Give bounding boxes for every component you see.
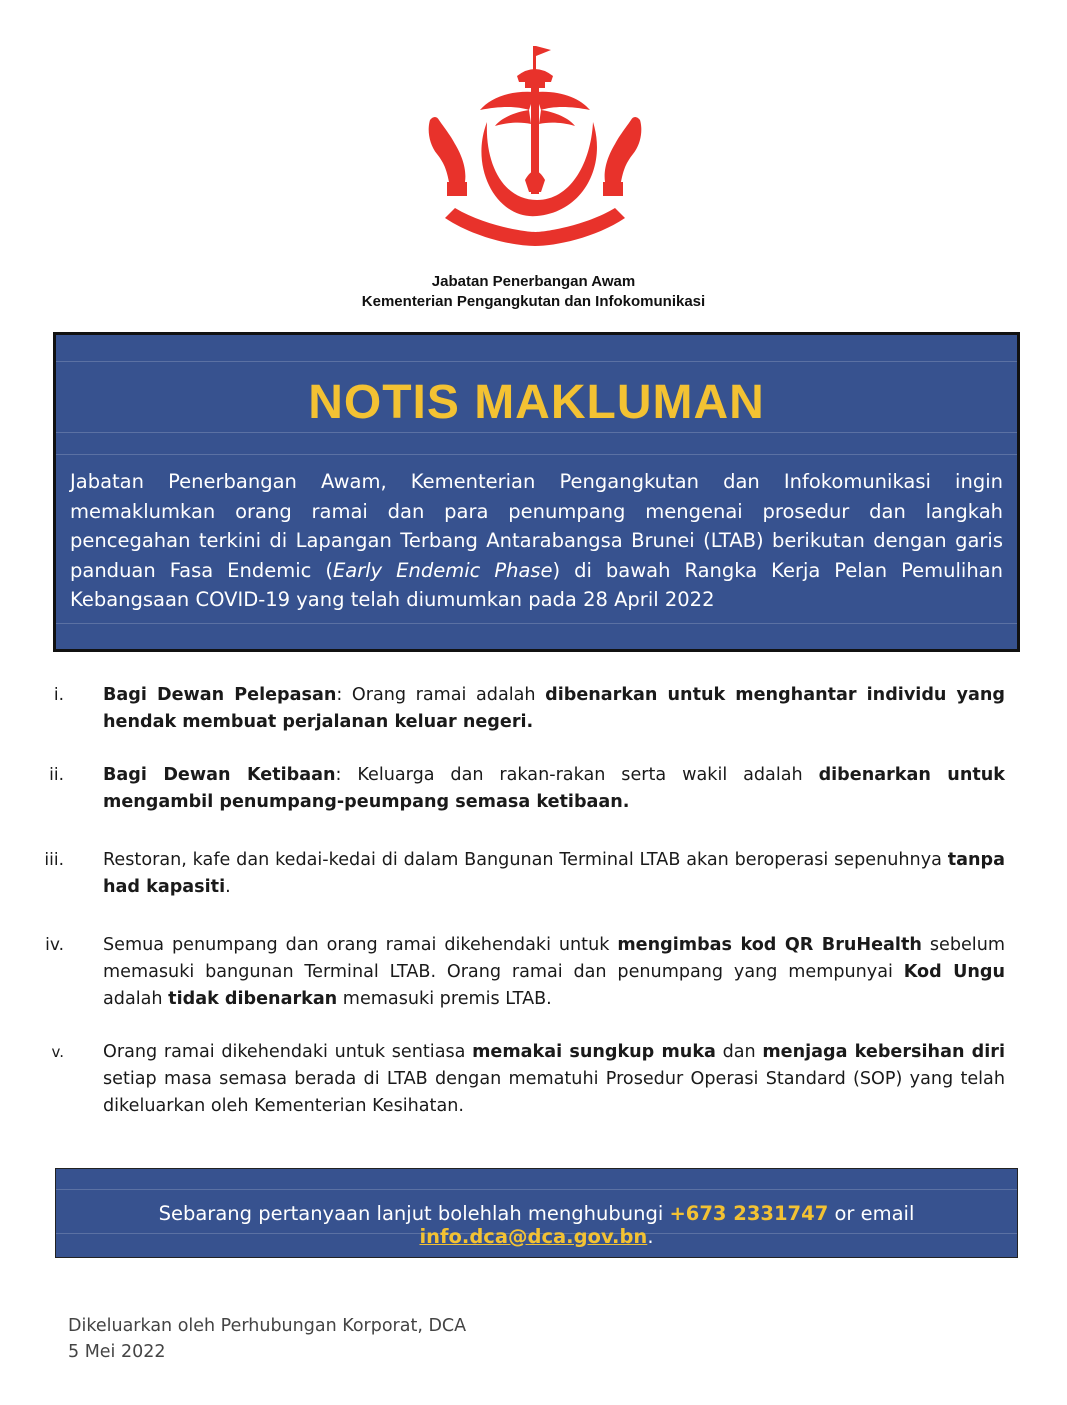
phone-number[interactable]: +673 2331747	[669, 1202, 829, 1225]
issue-date: 5 Mei 2022	[68, 1342, 166, 1362]
ministry-name: Kementerian Pengangkutan dan Infokomunikasi	[361, 293, 706, 310]
item-number: v.	[51, 1043, 64, 1061]
contact-box	[55, 1168, 1018, 1258]
item-text: Bagi Dewan Ketibaan: Keluarga dan rakan-rakan serta wakil adalah dibenarkan untuk mengambil penumpang-peumpang semasa ketibaan.	[103, 765, 1005, 812]
contact-text: Sebarang pertanyaan lanjut bolehlah menghubungi +673 2331747 or email info.dca@dca.gov.bn.	[158, 1202, 915, 1248]
item-text: Bagi Dewan Pelepasan: Orang ramai adalah dibenarkan untuk menghantar individu yang hendak membuat perjalanan keluar negeri.	[103, 685, 1005, 732]
item-text: Semua penumpang dan orang ramai dikehendaki untuk mengimbas kod QR BruHealth sebelum memasuki bangunan Terminal LTAB. Orang ramai dan penumpang yang mempunyai Kod Ungu adalah tidak dibenarkan memasuki premis LTAB.	[103, 935, 1006, 1009]
item-number: ii.	[49, 765, 64, 785]
email-link[interactable]: info.dca@dca.gov.bn	[419, 1225, 648, 1248]
notice-box	[53, 332, 1020, 652]
item-number: iv.	[45, 935, 64, 955]
issued-by: Dikeluarkan oleh Perhubungan Korporat, DCA	[68, 1316, 467, 1336]
org-name: Jabatan Penerbangan Awam	[431, 273, 636, 290]
item-text: Restoran, kafe dan kedai-kedai di dalam Bangunan Terminal LTAB akan beroperasi sepenuhnya tanpa had kapasiti.	[103, 850, 1005, 897]
item-number: iii.	[44, 850, 64, 870]
notice-body: Jabatan Penerbangan Awam, Kementerian Pengangkutan dan Infokomunikasi ingin memaklumkan orang ramai dan para penumpang mengenai prosedur dan langkah pencegahan terkini di Lapangan Terbang Antarabangsa Brunei (LTAB) berikutan dengan garis panduan Fasa Endemic (Early Endemic Phase) di bawah Rangka Kerja Pelan Pemulihan Kebangsaan COVID-19 yang telah diumumkan pada 28 April 2022	[70, 470, 1003, 611]
coat-of-arms-icon	[425, 40, 645, 252]
notice-title: NOTIS MAKLUMAN	[308, 376, 765, 429]
item-number: i.	[53, 685, 64, 705]
item-text: Orang ramai dikehendaki untuk sentiasa memakai sungkup muka dan menjaga kebersihan diri setiap masa semasa berada di LTAB dengan mematuhi Prosedur Operasi Standard (SOP) yang telah dikeluarkan oleh Kementerian Kesihatan.	[103, 1042, 1005, 1116]
